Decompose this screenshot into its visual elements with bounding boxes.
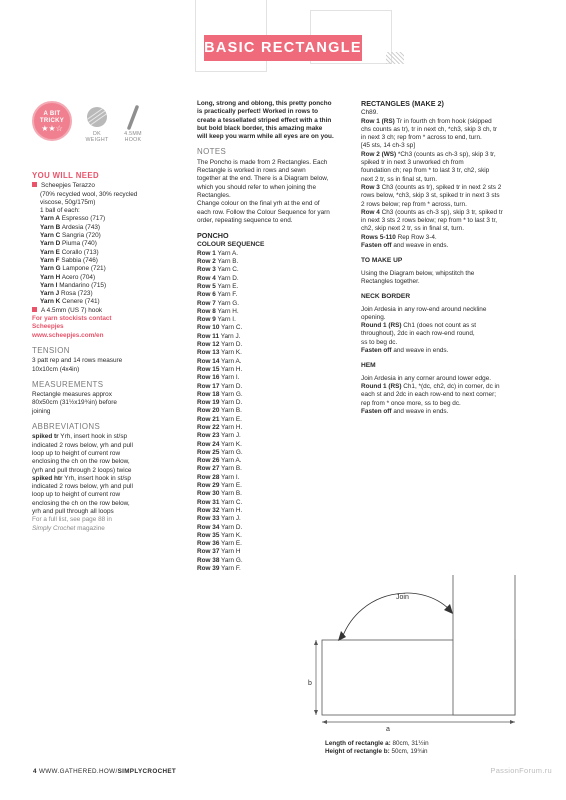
colour-row: Row 1 Yarn A.	[197, 249, 238, 257]
yarn-item: Yarn B Ardesia (743)	[40, 223, 101, 231]
rectangle-b	[453, 575, 515, 715]
dimension-a-label: a	[386, 726, 390, 733]
colour-row: Row 24 Yarn K.	[197, 440, 242, 448]
colour-row: Row 36 Yarn E.	[197, 540, 242, 548]
yarn-composition-1: (70% recycled wool, 30% recycled	[40, 190, 138, 198]
tension-line1: 3 patt rep and 14 rows measure	[32, 357, 123, 365]
colour-row: Row 23 Yarn J.	[197, 432, 241, 440]
make-up-heading: TO MAKE UP	[361, 257, 403, 265]
colour-row: Row 10 Yarn C.	[197, 324, 243, 332]
colour-row: Row 9 Yarn I.	[197, 316, 236, 324]
yarn-list	[32, 215, 182, 306]
neck-line2: opening.	[361, 313, 386, 321]
badge-stars: ★★☆	[41, 124, 63, 133]
colour-row: Row 25 Yarn G.	[197, 448, 243, 456]
pattern-line: in next 3 sts 2 rows below; rep from * to last 3 tr,	[361, 217, 498, 225]
colour-row: Row 12 Yarn D.	[197, 341, 243, 349]
notes-line: The Poncho is made from 2 Rectangles. Each	[197, 158, 328, 166]
colour-row: Row 15 Yarn H.	[197, 365, 243, 373]
colour-row: Row 33 Yarn J.	[197, 515, 241, 523]
page-footer	[33, 768, 176, 775]
you-will-need-heading: YOU WILL NEED	[32, 171, 100, 180]
abbr-line: indicated 2 rows below, yrh and pull	[32, 483, 133, 491]
colour-row: Row 2 Yarn B.	[197, 258, 239, 266]
rect-row1	[361, 118, 531, 151]
hook-size-label: 4.5MM HOOK	[124, 131, 142, 144]
neck-fasten: Fasten off and weave in ends.	[361, 347, 449, 355]
colour-row: Row 19 Yarn D.	[197, 399, 243, 407]
yarn-quantity: 1 ball of each:	[40, 207, 80, 215]
difficulty-badge	[32, 101, 72, 141]
abbr-line: (yrh and pull through 2 loops) twice	[32, 466, 132, 474]
crochet-hook-icon	[125, 104, 141, 130]
footer-url[interactable]: WWW.GATHERED.HOW/SIMPLYCROCHET	[38, 768, 177, 775]
badge-line1: A BIT	[43, 111, 61, 117]
colour-row: Row 34 Yarn D.	[197, 523, 243, 531]
pattern-line: spiked tr in next 3 unworked ch from	[361, 159, 464, 167]
rect-row3	[361, 184, 531, 209]
colour-sequence-list	[197, 250, 349, 574]
colour-row: Row 22 Yarn H.	[197, 423, 243, 431]
make-up-line1: Using the Diagram below, whipstitch the	[361, 269, 475, 277]
colour-row: Row 14 Yarn A.	[197, 357, 242, 365]
yarn-brand: Scheepjes Terazzo	[32, 182, 182, 190]
colour-row: Row 38 Yarn G.	[197, 556, 243, 564]
stockists-line1: For yarn stockists contact	[32, 315, 112, 323]
abbr-line: loop up to height of current row	[32, 449, 121, 457]
yarn-item: Yarn H Acero (704)	[40, 273, 96, 281]
intro-text: Long, strong and oblong, this pretty poncho is practically perfect! Worked in rows to create a tessellated striped effect with a thin but bold black border, this amazing make will keep you warm while all eyes are on you.	[197, 100, 334, 141]
colour-row: Row 20 Yarn B.	[197, 407, 242, 415]
colour-row: Row 4 Yarn D.	[197, 274, 239, 282]
pattern-line: Row 1 (RS) Tr in fourth ch from hook (skipped	[361, 117, 492, 125]
hem-round-c: rep from * once more, ss to beg dc.	[361, 399, 461, 407]
yarn-item: Yarn F Sabbia (746)	[40, 256, 98, 264]
colour-row: Row 18 Yarn G.	[197, 390, 243, 398]
stockists-line2: Scheepjes	[32, 323, 64, 331]
rect-fasten: Fasten off and weave in ends.	[361, 242, 449, 250]
yarn-item: Yarn G Lampone (721)	[40, 265, 106, 273]
colour-row: Row 32 Yarn H.	[197, 506, 243, 514]
yarn-item: Yarn C Sangria (720)	[40, 232, 101, 240]
measurements-line2: 80x50cm (31½x19¾in) before	[32, 399, 117, 407]
pattern-line: Row 4 Ch3 (counts as ch-3 sp), skip 3 tr, spiked tr	[361, 208, 503, 216]
pattern-line: in next 3 ch; rep from * across to end, turn.	[361, 134, 482, 142]
colour-row: Row 16 Yarn I.	[197, 374, 240, 382]
stockists-url[interactable]: www.scheepjes.com/en	[32, 331, 104, 339]
colour-row: Row 27 Yarn B.	[197, 465, 242, 473]
abbr-line: loop up to height of current row	[32, 491, 121, 499]
pattern-line: next 2 tr, ss in final st, turn.	[361, 175, 438, 183]
rect-rows5: Rows 5-110 Rep Row 3-4.	[361, 233, 437, 241]
hook-item: A 4.5mm (US 7) hook	[32, 307, 182, 315]
neck-round-b: throughout), 2dc in each row-end round,	[361, 330, 475, 338]
neck-round-c: ss to beg dc.	[361, 338, 398, 346]
abbr-spiked-htr: spiked htr Yrh, insert hook in st/sp	[32, 474, 131, 482]
rect-row4	[361, 209, 531, 234]
colour-row: Row 31 Yarn C.	[197, 498, 243, 506]
abbr-line: indicated 2 rows below, yrh and pull	[32, 441, 133, 449]
neck-round: Round 1 (RS) Ch1 (does not count as st	[361, 322, 477, 330]
pattern-line: chs counts as tr), tr in next ch, *ch3, skip 3 ch, tr	[361, 125, 498, 133]
pattern-line: Row 2 (WS) *Ch3 (counts as ch-3 sp), skip 3 tr,	[361, 150, 496, 158]
pattern-line: foundation ch; rep from * to last 3 tr, ch2, skip	[361, 167, 490, 175]
pattern-line: rows below, *ch3, skip 3 st, spiked tr in next 3 sts	[361, 192, 500, 200]
colour-row: Row 21 Yarn E.	[197, 415, 242, 423]
colour-row: Row 26 Yarn A.	[197, 457, 242, 465]
yarn-item: Yarn J Rosa (723)	[40, 290, 93, 298]
notes-text	[197, 159, 349, 225]
hem-line1: Join Ardesia in any corner around lower edge.	[361, 374, 492, 382]
colour-row: Row 11 Yarn J.	[197, 332, 241, 340]
yarn-composition-2: viscose, 50g/175m)	[40, 198, 96, 206]
join-label: Join	[396, 594, 409, 601]
measurements-line1: Rectangle measures approx	[32, 391, 112, 399]
yarn-item: Yarn D Piuma (740)	[40, 240, 97, 248]
rect-row2	[361, 151, 531, 184]
difficulty-icons	[32, 101, 182, 163]
colour-row: Row 17 Yarn D.	[197, 382, 243, 390]
colour-row: Row 39 Yarn F.	[197, 565, 241, 573]
yarn-item: Yarn K Cenere (741)	[40, 298, 100, 306]
abbr-line: enclosing the ch on the row below,	[32, 499, 130, 507]
notes-line: Rectangles.	[197, 191, 231, 199]
middle-column	[197, 100, 349, 573]
colour-row: Row 7 Yarn G.	[197, 299, 240, 307]
tension-line2: 10x10cm (4x4in)	[32, 365, 80, 373]
notes-line: Rectangle is worked in rows and sewn	[197, 167, 306, 175]
pattern-line: 2 rows below; rep from * across, turn.	[361, 200, 467, 208]
full-list-magazine: Simply Crochet magazine	[32, 524, 105, 532]
yarn-weight-label: DK WEIGHT	[85, 131, 109, 144]
full-list-note: For a full list, see page 88 in	[32, 516, 112, 524]
abbr-line: enclosing the ch on the row below,	[32, 458, 130, 466]
rect-ch: Ch89.	[361, 109, 379, 117]
abbr-spiked-tr: spiked tr Yrh, insert hook in st/sp	[32, 433, 128, 441]
left-column	[32, 172, 182, 533]
make-up-line2: Rectangles together.	[361, 277, 420, 285]
colour-row: Row 13 Yarn K.	[197, 349, 242, 357]
notes-line: each row. Follow the Colour Sequence for yarn	[197, 208, 330, 216]
colour-row: Row 6 Yarn F.	[197, 291, 238, 299]
colour-row: Row 37 Yarn H	[197, 548, 241, 556]
yarn-ball-icon	[87, 107, 107, 127]
abbreviations-heading: ABBREVIATIONS	[32, 422, 101, 432]
colour-sequence-heading: COLOUR SEQUENCE	[197, 241, 265, 249]
notes-line: together at the end. There is a Diagram below,	[197, 175, 329, 183]
notes-line: order, repeating sequence to end.	[197, 216, 293, 224]
decorative-hatch	[386, 52, 404, 64]
rectangles-heading: RECTANGLES (MAKE 2)	[361, 99, 444, 108]
colour-row: Row 5 Yarn E.	[197, 282, 239, 290]
measurements-heading: MEASUREMENTS	[32, 379, 104, 389]
yarn-item: Yarn A Espresso (717)	[40, 215, 106, 223]
colour-row: Row 35 Yarn K.	[197, 531, 242, 539]
yarn-item: Yarn I Mandarino (715)	[40, 281, 107, 289]
poncho-heading: PONCHO	[197, 231, 229, 241]
colour-row: Row 30 Yarn B.	[197, 490, 242, 498]
join-arrow-head-left	[338, 631, 346, 641]
dimension-b-label: b	[308, 680, 312, 687]
neck-line1: Join Ardesia in any row-end around neckline	[361, 305, 487, 313]
notes-line: Change colour on the final yrh at the end of	[197, 200, 320, 208]
pattern-line: Row 3 Ch3 (counts as tr), spiked tr in next 2 sts 2	[361, 183, 502, 191]
hem-heading: HEM	[361, 362, 376, 370]
abbr-line: yrh and pull through all loops	[32, 507, 114, 515]
hem-round-b: each st and 2dc in each row-end to next corner;	[361, 391, 496, 399]
pattern-line: [45 sts, 14 ch-3 sp]	[361, 142, 415, 150]
neck-border-heading: NECK BORDER	[361, 293, 411, 301]
hem-fasten: Fasten off and weave in ends.	[361, 407, 449, 415]
notes-line: which you should refer to when joining the	[197, 183, 317, 191]
colour-row: Row 8 Yarn H.	[197, 307, 239, 315]
yarn-item: Yarn E Corallo (713)	[40, 248, 99, 256]
page-number: 4	[33, 768, 37, 775]
diagram-caption: Length of rectangle a: 80cm, 31½in Height of rectangle b: 50cm, 19¾in	[325, 740, 429, 756]
tension-heading: TENSION	[32, 345, 70, 355]
colour-row: Row 28 Yarn I.	[197, 473, 240, 481]
banner-title: BASIC RECTANGLE	[204, 35, 362, 61]
join-diagram	[300, 575, 540, 735]
right-column	[361, 100, 531, 416]
badge-line2: TRICKY	[39, 117, 65, 124]
watermark: PassionForum.ru	[490, 766, 552, 775]
notes-heading: NOTES	[197, 147, 227, 157]
measurements-line3: joining	[32, 407, 51, 415]
hem-round: Round 1 (RS) Ch1, *(dc, ch2, dc) in corner, dc in	[361, 382, 500, 390]
colour-row: Row 3 Yarn C.	[197, 266, 239, 274]
colour-row: Row 29 Yarn E.	[197, 482, 242, 490]
pattern-line: ch2, skip next 2 tr, ss in final st, turn.	[361, 225, 465, 233]
